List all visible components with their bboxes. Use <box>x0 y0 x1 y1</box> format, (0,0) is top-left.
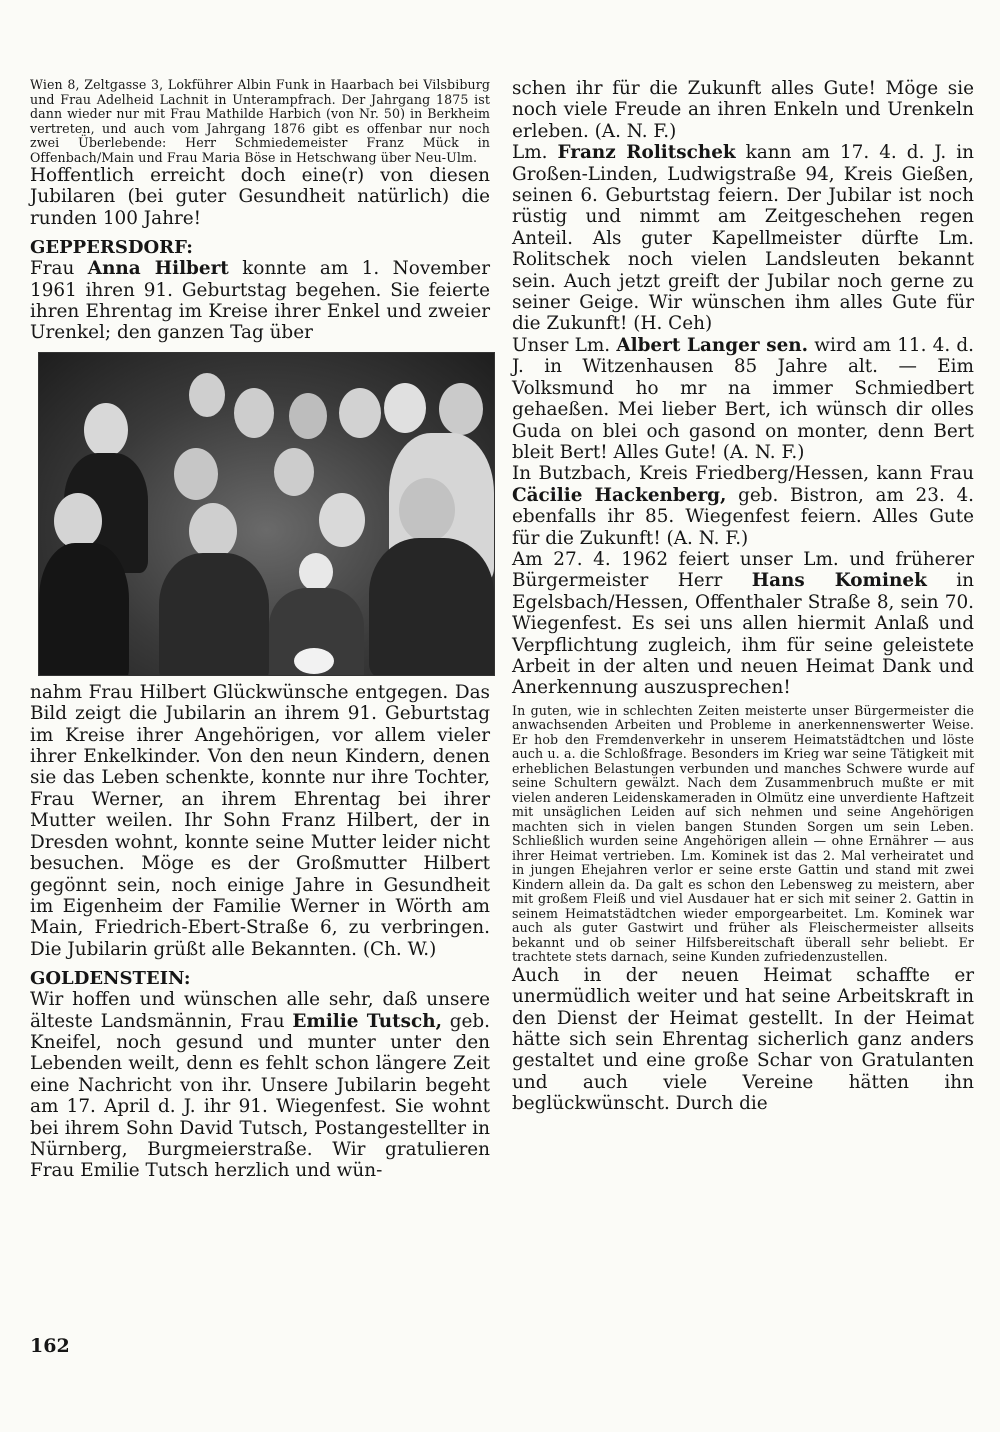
text-span: Wir hoffen und wünschen alle sehr, daß unsere älteste Landsmännin, Frau <box>30 989 490 1032</box>
text-span: geb. Bistron, am 23. 4. ebenfalls ihr 85. Wiegenfest feiern. Alles Gute für die Zukunft! (A. N. F.) <box>512 484 974 549</box>
intro-paragraph: Wien 8, Zeltgasse 3, Lokführer Albin Funk in Haarbach bei Vilsbiburg und Frau Adelheid Lachnit in Unterampfrach. Der Jahrgang 1875 ist dann wieder nur mit Frau Mathilde Harbich (von Nr. 50) in Berkheim vertreten, und auch vom Jahrgang 1876 gibt es offenbar nur noch zwei Überlebende: Herr Schmiedemeister Franz Mück in Offenbach/Main und Frau Maria Böse in Hetschwang über Neu-Ulm. <box>30 77 490 165</box>
family-photo <box>38 352 495 676</box>
kominek-small-paragraph: In guten, wie in schlechten Zeiten meisterte unser Bürgermeister die anwachsenden Arbeiten und Probleme in anerkennenswerter Weise. Er hob den Fremdenverkehr in unserem Heimatstädtchen und löste auch u. a. die Schloßfrage. Besonders im Krieg war seine Tätigkeit mit erheblichen Belastungen verbunden und manches Schwere wurde auf seine Schultern gewälzt. Nach dem Zusammenbruch mußte er mit vielen anderen Leidenskameraden in Olmütz eine unverdiente Haftzeit mit unsäglichen Leiden auf sich nehmen und seine Angehörigen machten sich in vielen bangen Stunden Sorgen um sein Leben. Schließlich wurden seine Angehörigen allein — ohne Ernährer — aus ihrer Heimat vertrieben. Lm. Kominek ist das 2. Mal verheiratet und in jungen Ehejahren verlor er seine erste Gattin und stand mit zwei Kindern allein da. Da galt es schon den Lebensweg zu meistern, aber mit großem Fleiß und viel Ausdauer hat er sich mit seiner 2. Gattin in seinem Heimatstädtchen wieder emporgearbeitet. Lm. Kominek war auch als guter Gastwirt und früher als Fleischermeister allseits bekannt und ob seiner Hilfsbereitschaft überall sehr beliebt. Er trachtete stets darnach, seine Kunden zufriedenzustellen. <box>512 702 974 965</box>
text-span: wird am 11. 4. d. J. in Witzenhausen 85 Jahre alt. — Eim Volksmund ho mr na immer Schmiedbert gehaeßen. Mei lieber Bert, ich wünsch dir olles Guda on blei och gasond on monter, denn Bert bleit Bert! Alles Gute! (A. N. F.) <box>512 334 974 463</box>
text-span: Am 27. 4. 1962 feiert unser Lm. und früherer Bürgermeister Herr <box>512 548 974 592</box>
person-name: Hans Kominek <box>751 570 927 592</box>
text-span: in Egelsbach/Hessen, Offenthaler Straße 8, sein 70. Wiegenfest. Es sei uns allen hiermit Anlaß und Verpflichtung zugleich, ihm für seine geleistete Arbeit in der alten und neuen Heimat Dank und Anerkennung auszusprechen! <box>512 570 974 699</box>
person-name: Emilie Tutsch, <box>292 1010 442 1032</box>
left-column <box>30 78 490 1182</box>
kominek-paragraph <box>512 549 974 699</box>
hackenberg-paragraph <box>512 463 974 549</box>
text-span: konnte am 1. November 1961 ihren 91. Geburtstag begehen. Sie feierte ihren Ehrentag im Kreise ihrer Enkel und zweier Urenkel; den ganzen Tag über <box>30 258 490 344</box>
zukunft-paragraph: schen ihr für die Zukunft alles Gute! Möge sie noch viele Freude an ihren Enkeln und Urenkeln erleben. (A. N. F.) <box>512 78 974 142</box>
hilbert-continued-paragraph: nahm Frau Hilbert Glückwünsche entgegen. Das Bild zeigt die Jubilarin an ihrem 91. Geburtstag im Kreise ihrer Angehörigen, vor allem vieler ihrer Enkelkinder. Von den neun Kindern, denen sie das Leben schenkte, konnte nur ihre Tochter, Frau Werner, an ihrem Ehrentag bei ihrer Mutter weilen. Ihr Sohn Franz Hilbert, der in Dresden wohnt, konnte seine Mutter leider nicht besuchen. Möge es der Großmutter Hilbert gegönnt sein, noch einige Jahre in Gesundheit im Eigenheim der Familie Werner in Wörth am Main, Friedrich-Ebert-Straße 6, zu verbringen. Die Jubilarin grüßt alle Bekannten. (Ch. W.) <box>30 681 490 960</box>
text-span: geb. Kneifel, noch gesund und munter unter den Lebenden weilt, denn es fehlt schon längere Zeit eine Nachricht von ihr. Unsere Jubilarin begeht am 17. April d. J. ihr 91. Wiegenfest. Sie wohnt bei ihrem Sohn David Tutsch, Postangestellter in Nürnberg, Burgmeierstraße. Wir gratulieren Frau Emilie Tutsch herzlich und wün- <box>30 1010 491 1182</box>
text-span: Lm. <box>512 142 558 164</box>
heimat-paragraph: Auch in der neuen Heimat schaffte er unermüdlich weiter und hat seine Arbeitskraft in den Dienst der Heimat gestellt. In der Heimat hätte sich sein Ehrentag sicherlich ganz anders gestaltet und eine große Schar von Gratulanten und auch viele Vereine hätten ihn beglückwünscht. Durch die <box>512 964 974 1115</box>
hope-paragraph: Hoffentlich erreicht doch eine(r) von diesen Jubilaren (bei guter Gesundheit natürlich) die runden 100 Jahre! <box>30 165 490 229</box>
text-span: kann am 17. 4. d. J. in Großen-Linden, Ludwigstraße 94, Kreis Gießen, seinen 6. Geburtstag feiern. Der Jubilar ist noch rüstig und nimmt am Zeitgeschehen regen Anteil. Als guter Kapellmeister dürfte Lm. Rolitschek noch vielen Landsleuten bekannt sein. Auch jetzt greift der Jubilar noch gerne zu seiner Geige. Wir wünschen ihm alles Gute für die Zukunft! (H. Ceh) <box>512 142 974 335</box>
person-name: Anna Hilbert <box>87 258 229 280</box>
geppersdorf-heading: GEPPERSDORF: <box>30 237 193 259</box>
hilbert-paragraph <box>30 258 490 344</box>
text-span: Unser Lm. <box>512 334 617 356</box>
text-span: Frau <box>30 258 88 280</box>
tutsch-paragraph <box>30 989 490 1182</box>
person-name: Cäcilie Hackenberg, <box>512 484 727 506</box>
text-span: In Butzbach, Kreis Friedberg/Hessen, kann Frau <box>512 463 974 485</box>
right-column <box>512 78 974 1115</box>
person-name: Franz Rolitschek <box>557 142 736 164</box>
langer-paragraph <box>512 335 974 463</box>
person-name: Albert Langer sen. <box>616 334 809 356</box>
page-number: 162 <box>30 1335 70 1357</box>
goldenstein-heading: GOLDENSTEIN: <box>30 968 191 990</box>
rolitschek-paragraph <box>512 142 974 335</box>
